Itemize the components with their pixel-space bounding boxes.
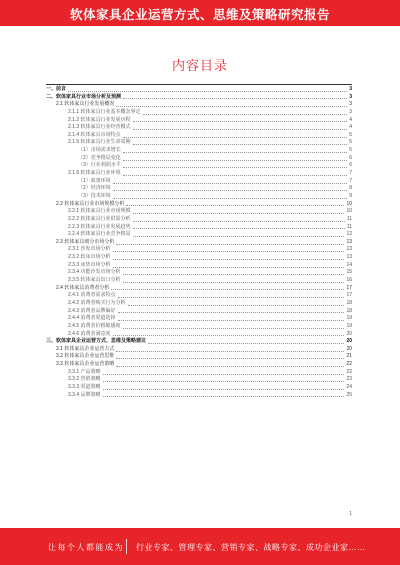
toc-leader-dots <box>113 198 347 199</box>
toc-entry-page: 25 <box>346 391 352 398</box>
toc-leader-dots <box>116 244 344 245</box>
toc-entry-page: 10 <box>346 200 352 207</box>
toc-entry-label: 2.1.4 软体家具市场特点 <box>68 131 121 138</box>
toc-leader-dots <box>103 396 345 397</box>
toc-leader-dots <box>133 236 345 237</box>
toc-entry-page: 7 <box>349 177 352 184</box>
toc-entry-page: 3 <box>349 93 352 100</box>
toc-leader-dots <box>116 366 344 367</box>
toc-leader-dots <box>113 251 345 252</box>
toc-top-rule <box>46 84 352 85</box>
toc-leader-dots <box>133 144 348 145</box>
toc-entry[interactable] <box>46 101 352 109</box>
toc-leader-dots <box>103 374 345 375</box>
toc-entry-page: 20 <box>346 338 352 345</box>
toc-entry-label: 2.4.6 消费者满意度 <box>68 330 111 337</box>
footer-divider <box>126 539 127 554</box>
toc-entry-page: 19 <box>346 315 352 322</box>
toc-entry-label: 2.2.1 软体家具行业市场规模 <box>68 208 131 215</box>
toc-leader-dots <box>123 328 345 329</box>
toc-entry-label: 2.4.2 消费者购买行为分析 <box>68 299 126 306</box>
toc-entry[interactable] <box>46 384 352 392</box>
toc-entry-page: 17 <box>346 292 352 299</box>
toc-entry-page: 10 <box>346 208 352 215</box>
toc-entry-label: 三、软体家具企业运营方式、思维及策略建议 <box>46 338 147 345</box>
toc-entry-page: 19 <box>346 322 352 329</box>
toc-entry-label: 2.4.1 消费者需求特点 <box>68 292 116 299</box>
toc-entry[interactable] <box>46 109 352 117</box>
toc-entry-page: 11 <box>346 215 352 222</box>
toc-entry-page: 5 <box>349 131 352 138</box>
toc-leader-dots <box>123 282 345 283</box>
toc-entry-label: 2.3.4 功能沙发市场分析 <box>68 269 121 276</box>
toc-entry-page: 24 <box>346 383 352 390</box>
toc-entry[interactable] <box>46 277 352 285</box>
toc-leader-dots <box>133 213 345 214</box>
toc-entry[interactable] <box>46 361 352 369</box>
toc-entry-label: （1）政策环境 <box>78 177 111 184</box>
toc-entry-page: 21 <box>346 353 352 360</box>
toc-entry-label: 2.4.4 消费者渠道选择 <box>68 315 116 322</box>
toc-entry-page: 22 <box>346 361 352 368</box>
toc-entry[interactable] <box>46 392 352 400</box>
toc-entry-label: 2.4.3 消费者品牌偏好 <box>68 307 116 314</box>
toc-leader-dots <box>133 129 348 130</box>
toc-entry-page: 3 <box>349 86 352 92</box>
toc-leader-dots <box>123 137 348 138</box>
toc-entry[interactable] <box>46 376 352 384</box>
toc-leader-dots <box>116 351 344 352</box>
toc-entry[interactable] <box>46 315 352 323</box>
toc-entry[interactable] <box>46 292 352 300</box>
toc-leader-dots <box>123 167 347 168</box>
toc-entry-label: （1）市场需求增长 <box>78 147 121 154</box>
toc-entry-label: 2.3.5 软体家具出口分析 <box>68 277 121 284</box>
toc-entry[interactable] <box>46 162 352 170</box>
toc-entry[interactable] <box>46 193 352 201</box>
toc-leader-dots <box>118 312 345 313</box>
toc-entry-label: （2）竞争格局变化 <box>78 154 121 161</box>
toc-leader-dots <box>116 358 344 359</box>
toc-entry[interactable] <box>46 216 352 224</box>
toc-entry-label: 3.3.1 产品策略 <box>68 368 101 375</box>
toc-entry-page: 13 <box>346 246 352 253</box>
toc-leader-dots <box>113 259 345 260</box>
toc-leader-dots <box>111 289 344 290</box>
toc-leader-dots <box>113 335 345 336</box>
toc-leader-dots <box>103 389 345 390</box>
toc-entry-label: 3.3 软体家具企业运营策略 <box>56 361 115 368</box>
toc-entry-page: 4 <box>349 124 352 131</box>
toc-entry[interactable] <box>46 269 352 277</box>
toc-leader-dots <box>143 114 348 115</box>
toc-leader-dots <box>116 106 347 107</box>
toc-leader-dots <box>123 274 345 275</box>
toc-entry[interactable] <box>46 323 352 331</box>
page-number: 1 <box>349 511 352 517</box>
toc-entry[interactable] <box>46 300 352 308</box>
toc-entry-page: 20 <box>346 330 352 337</box>
toc-entry-page: 3 <box>349 101 352 108</box>
toc-entry-label: 3.2 软体家具企业运营思维 <box>56 353 115 360</box>
toc-entry-page: 9 <box>349 192 352 199</box>
toc-entry-label: 2.2.3 软体家具行业发展趋势 <box>68 223 131 230</box>
toc-entry[interactable] <box>46 208 352 216</box>
toc-entry-page: 12 <box>346 231 352 238</box>
toc-entry-page: 18 <box>346 299 352 306</box>
toc-leader-dots <box>123 175 348 176</box>
toc-entry-page: 5 <box>349 147 352 154</box>
toc-entry-label: 3.3.2 营销策略 <box>68 376 101 383</box>
toc-leader-dots <box>118 320 345 321</box>
toc-leader-dots <box>133 121 348 122</box>
toc-entry-label: 2.1 软体家具行业发展概况 <box>56 101 115 108</box>
toc-entry-page: 20 <box>346 345 352 352</box>
toc-entry[interactable] <box>46 254 352 262</box>
toc-entry-label: 2.3 软体家具细分市场分析 <box>56 238 115 245</box>
toc-entry-label: 2.3.3 床垫市场分析 <box>68 261 111 268</box>
toc-leader-dots <box>113 190 347 191</box>
toc-entry-label: 2.4.5 消费者价格敏感度 <box>68 322 121 329</box>
toc-entry[interactable] <box>46 147 352 155</box>
toc-entry[interactable] <box>46 170 352 178</box>
toc-entry[interactable] <box>46 231 352 239</box>
toc-entry-label: （2）经济环境 <box>78 185 111 192</box>
toc-entry-page: 8 <box>349 185 352 192</box>
toc-entry[interactable] <box>46 353 352 361</box>
toc-entry-page: 5 <box>349 139 352 146</box>
toc-entry[interactable] <box>46 139 352 147</box>
report-title: 软体家具企业运营方式、思维及策略研究报告 <box>69 8 330 22</box>
toc-leader-dots <box>68 91 347 92</box>
toc-entry-label: 2.1.6 软体家具行业环境 <box>68 170 121 177</box>
toc-entry-page: 6 <box>349 154 352 161</box>
toc-entry-label: 3.1 软体家具企业运营方式 <box>56 345 115 352</box>
toc-leader-dots <box>123 160 347 161</box>
toc-entry-label: 2.1.2 软体家具行业发展历程 <box>68 116 131 123</box>
footer-slogan: 让每个人都能成为 <box>48 543 124 552</box>
toc-entry-label: （3）技术环境 <box>78 192 111 199</box>
toc-entry-label: 一、前言 <box>46 86 67 92</box>
toc-entry[interactable] <box>46 338 352 346</box>
toc-entry-label: 3.3.4 品牌策略 <box>68 391 101 398</box>
toc-entry-label: 2.2 软体家具行业市场规模分析 <box>56 200 125 207</box>
toc-entry-label: 2.4 软体家具消费者分析 <box>56 284 110 291</box>
toc-entry-label: 2.3.2 软床市场分析 <box>68 254 111 261</box>
toc-entry[interactable] <box>46 185 352 193</box>
toc-entry-page: 13 <box>346 254 352 261</box>
toc-entry-page: 22 <box>346 368 352 375</box>
footer-bar <box>0 528 400 565</box>
toc-entry-page: 11 <box>346 223 352 230</box>
toc-leader-dots <box>133 228 345 229</box>
toc-entry[interactable] <box>46 246 352 254</box>
toc-leader-dots <box>103 381 345 382</box>
table-of-contents <box>46 86 352 399</box>
toc-title: 内容目录 <box>171 58 228 73</box>
toc-entry-label: 2.1.3 软体家具行业经营模式 <box>68 124 131 131</box>
toc-entry-label: 2.1.1 软体家具行业基本概念界定 <box>68 108 141 115</box>
toc-entry[interactable] <box>46 124 352 132</box>
toc-leader-dots <box>148 343 344 344</box>
report-header-bar <box>0 0 400 26</box>
toc-entry[interactable] <box>46 86 352 94</box>
toc-entry-label: 2.1.5 软体家具行业生命周期 <box>68 139 131 146</box>
toc-entry-label: 2.2.4 软体家具行业竞争格局 <box>68 231 131 238</box>
toc-entry-page: 18 <box>346 307 352 314</box>
toc-entry-page: 7 <box>349 170 352 177</box>
toc-entry-page: 3 <box>349 108 352 115</box>
toc-entry-label: 2.3.1 沙发市场分析 <box>68 246 111 253</box>
toc-leader-dots <box>113 183 347 184</box>
toc-entry-page: 14 <box>346 261 352 268</box>
toc-entry-page: 6 <box>349 162 352 169</box>
toc-entry-page: 15 <box>346 269 352 276</box>
footer-roles: 行业专家、管理专家、营销专家、战略专家、成功企业家…… <box>136 543 366 552</box>
toc-entry[interactable] <box>46 331 352 339</box>
toc-entry-page: 16 <box>346 277 352 284</box>
toc-entry-label: 2.2.2 软体家具行业供需分析 <box>68 215 131 222</box>
toc-entry-page: 23 <box>346 376 352 383</box>
toc-leader-dots <box>113 267 345 268</box>
toc-entry-label: （3）行业利润水平 <box>78 162 121 169</box>
toc-entry-label: 3.3.3 渠道策略 <box>68 383 101 390</box>
toc-leader-dots <box>123 152 347 153</box>
toc-entry-page: 13 <box>346 238 352 245</box>
toc-leader-dots <box>118 297 345 298</box>
toc-entry-page: 4 <box>349 116 352 123</box>
toc-leader-dots <box>133 221 345 222</box>
toc-leader-dots <box>128 305 345 306</box>
toc-leader-dots <box>123 98 347 99</box>
toc-entry-label: 二、软体家具行业市场分析及预测 <box>46 93 122 100</box>
toc-entry-page: 17 <box>346 284 352 291</box>
toc-leader-dots <box>126 205 344 206</box>
